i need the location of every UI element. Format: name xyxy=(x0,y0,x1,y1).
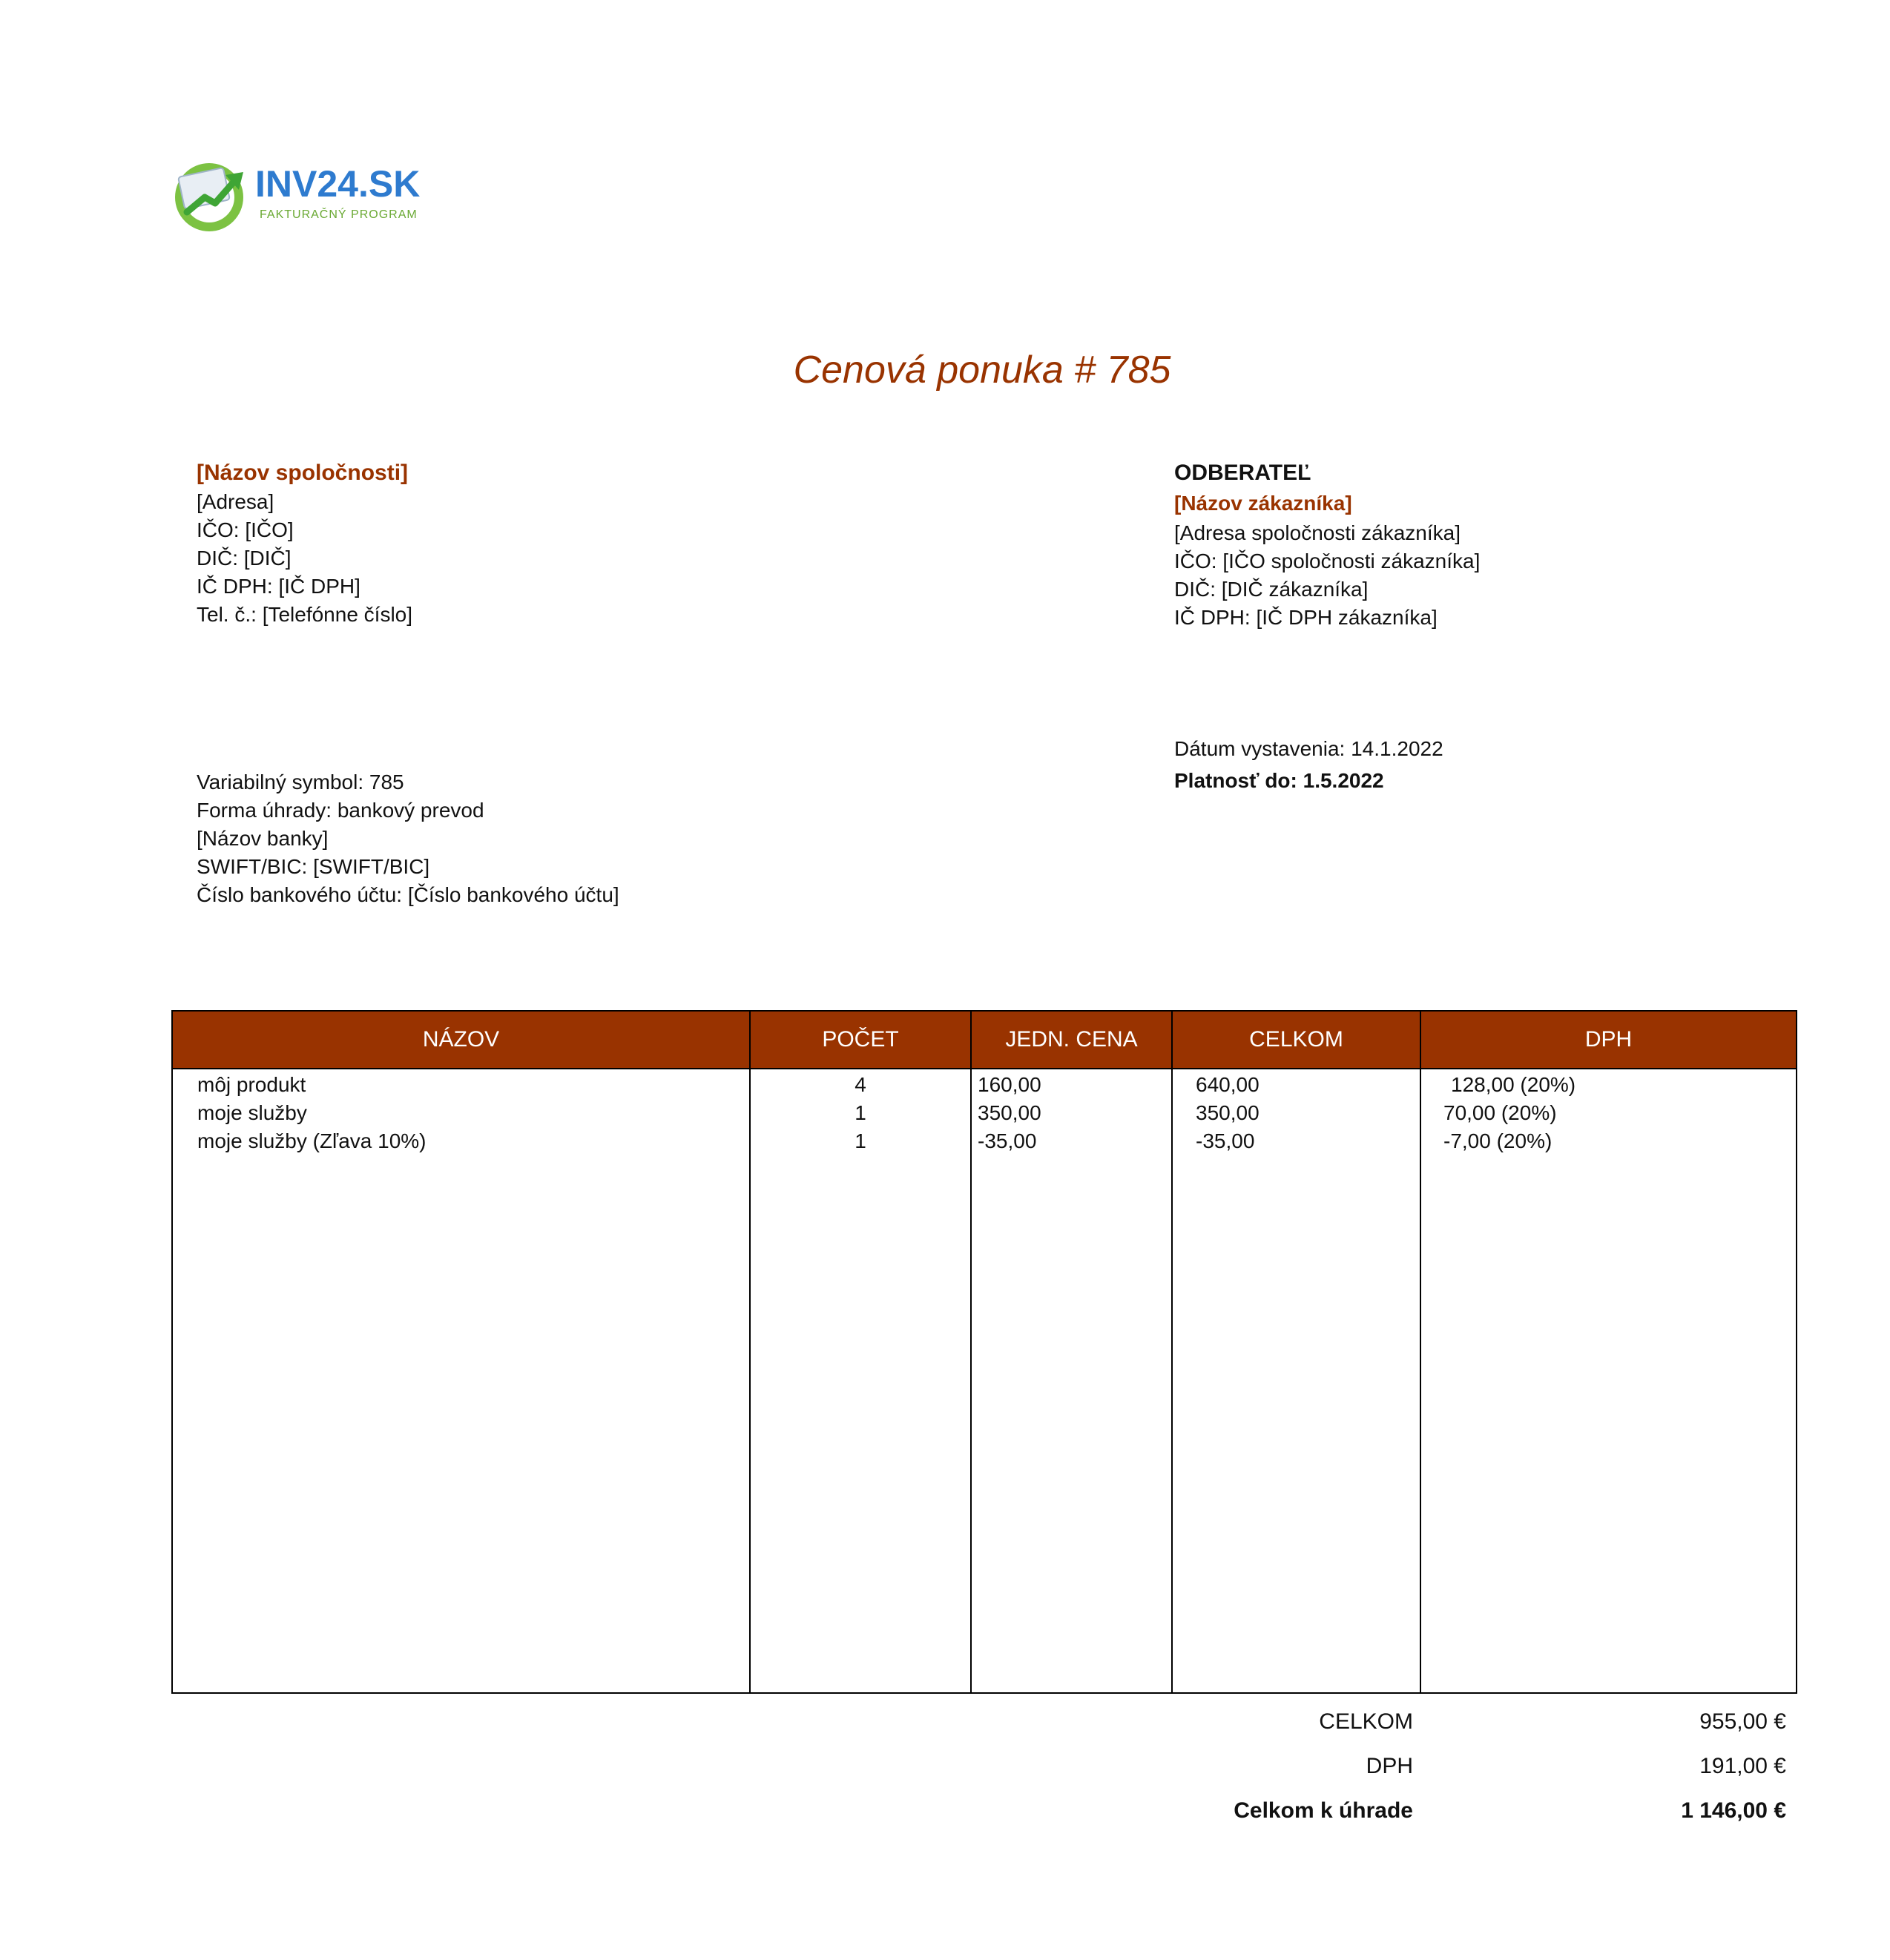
table-row-qty: 1 xyxy=(855,1101,866,1124)
variable-symbol: Variabilný symbol: 785 xyxy=(197,771,404,793)
items-table xyxy=(171,1010,1797,1694)
subtotal-value: 955,00 € xyxy=(1699,1709,1786,1734)
col-header-total: CELKOM xyxy=(1249,1027,1343,1052)
bank-name: [Názov banky] xyxy=(197,827,329,850)
col-divider xyxy=(970,1012,972,1692)
customer-block xyxy=(1174,458,1480,632)
payment-block xyxy=(197,768,619,909)
table-row-total: -35,00 xyxy=(1196,1129,1255,1152)
table-row-name: môj produkt xyxy=(197,1073,306,1096)
logo-subtitle: FAKTURAČNÝ PROGRAM xyxy=(260,208,418,221)
table-row-unit-price: 160,00 xyxy=(978,1073,1041,1096)
table-row-vat: 128,00 (20%) xyxy=(1451,1073,1576,1096)
table-row-name: moje služby xyxy=(197,1101,307,1124)
table-row-qty: 4 xyxy=(855,1073,866,1096)
table-row-qty: 1 xyxy=(855,1129,866,1152)
supplier-name: [Názov spoločnosti] xyxy=(197,461,409,485)
col-header-vat: DPH xyxy=(1584,1027,1633,1052)
swift-bic: SWIFT/BIC: [SWIFT/BIC] xyxy=(197,855,430,878)
table-row-vat: 70,00 (20%) xyxy=(1443,1101,1557,1124)
table-row-name: moje služby (Zľava 10%) xyxy=(197,1129,427,1152)
table-row-total: 350,00 xyxy=(1196,1101,1260,1124)
supplier-phone: Tel. č.: [Telefónne číslo] xyxy=(197,603,413,626)
col-header-unit-price: JEDN. CENA xyxy=(1005,1027,1138,1052)
document-title: Cenová ponuka # 785 xyxy=(793,349,1171,392)
company-logo xyxy=(172,159,421,233)
customer-dic: DIČ: [DIČ zákazníka] xyxy=(1174,578,1369,601)
valid-until: Platnosť do: 1.5.2022 xyxy=(1174,769,1384,792)
dates-block xyxy=(1174,731,1443,795)
issue-date: Dátum vystavenia: 14.1.2022 xyxy=(1174,737,1443,760)
vat-total-value: 191,00 € xyxy=(1699,1754,1786,1778)
customer-ico: IČO: [IČO spoločnosti zákazníka] xyxy=(1174,550,1481,573)
grand-total-value: 1 146,00 € xyxy=(1681,1798,1786,1823)
col-header-name: NÁZOV xyxy=(422,1027,500,1052)
supplier-block xyxy=(197,458,412,629)
vat-total-label: DPH xyxy=(1366,1754,1413,1778)
table-row-total: 640,00 xyxy=(1196,1073,1260,1096)
supplier-dic: DIČ: [DIČ] xyxy=(197,547,292,570)
customer-heading: ODBERATEĽ xyxy=(1174,461,1311,485)
logo-text: INV24.SK xyxy=(255,163,421,205)
supplier-ic-dph: IČ DPH: [IČ DPH] xyxy=(197,575,360,598)
bank-account: Číslo bankového účtu: [Číslo bankového účtu] xyxy=(197,883,619,906)
col-divider xyxy=(1420,1012,1421,1692)
supplier-address: [Adresa] xyxy=(197,490,274,513)
subtotal-label: CELKOM xyxy=(1319,1709,1413,1734)
col-header-qty: POČET xyxy=(822,1027,899,1052)
supplier-ico: IČO: [IČO] xyxy=(197,518,294,541)
payment-method: Forma úhrady: bankový prevod xyxy=(197,799,484,822)
table-header xyxy=(173,1012,1796,1069)
table-row-unit-price: -35,00 xyxy=(978,1129,1037,1152)
customer-name: [Názov zákazníka] xyxy=(1174,492,1352,515)
customer-ic-dph: IČ DPH: [IČ DPH zákazníka] xyxy=(1174,606,1438,629)
table-row-vat: -7,00 (20%) xyxy=(1443,1129,1552,1152)
customer-address: [Adresa spoločnosti zákazníka] xyxy=(1174,521,1461,544)
logo-icon xyxy=(172,159,251,233)
col-divider xyxy=(1171,1012,1173,1692)
grand-total-label: Celkom k úhrade xyxy=(1234,1798,1413,1823)
table-row-unit-price: 350,00 xyxy=(978,1101,1041,1124)
